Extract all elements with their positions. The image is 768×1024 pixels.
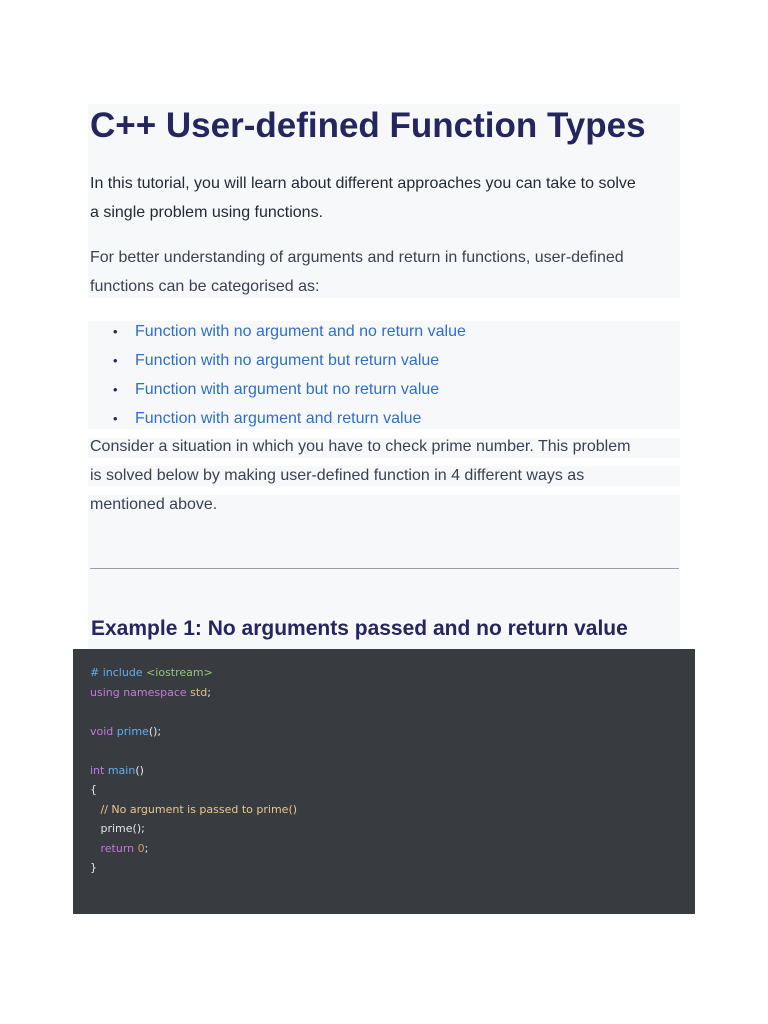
code-include: # include xyxy=(90,666,147,679)
prime-line-2: is solved below by making user-defined function in 4 different ways as xyxy=(90,467,585,484)
list-item[interactable] xyxy=(90,375,466,404)
list-item[interactable] xyxy=(90,346,466,375)
code-function: main xyxy=(107,763,136,777)
code-line xyxy=(90,683,695,703)
code-keyword: using namespace xyxy=(90,685,191,699)
code-keyword: int xyxy=(90,763,108,777)
code-line: { xyxy=(90,783,97,796)
section-divider xyxy=(90,568,679,569)
code-function: prime xyxy=(116,724,149,738)
list-item-link[interactable]: Function with no argument and no return value xyxy=(135,323,466,340)
code-line xyxy=(90,722,695,742)
categories-line-2: functions can be categorised as: xyxy=(90,278,320,295)
code-line xyxy=(90,663,695,683)
code-text: () xyxy=(135,763,144,777)
code-line-blank xyxy=(90,702,695,722)
intro-line-2: a single problem using functions. xyxy=(90,204,324,221)
prime-line-3: mentioned above. xyxy=(90,496,218,513)
prime-paragraph xyxy=(90,432,630,519)
prime-line-1: Consider a situation in which you have to check prime number. This problem xyxy=(90,438,631,455)
code-line: prime(); xyxy=(90,822,145,835)
function-types-list xyxy=(90,317,466,433)
code-line xyxy=(90,839,695,859)
code-line: } xyxy=(90,861,97,874)
code-header: <iostream> xyxy=(146,666,213,679)
list-item-link[interactable]: Function with no argument but return value xyxy=(135,352,440,369)
intro-paragraph xyxy=(90,169,636,227)
list-item[interactable] xyxy=(90,317,466,346)
code-keyword: void xyxy=(90,724,117,738)
list-item[interactable] xyxy=(90,404,466,433)
list-item-link[interactable]: Function with argument and return value xyxy=(135,410,422,427)
code-block[interactable] xyxy=(73,649,695,914)
code-line-blank xyxy=(90,741,695,761)
code-comment: // No argument is passed to prime() xyxy=(90,802,298,816)
page-title: C++ User-defined Function Types xyxy=(90,106,646,145)
list-item-link[interactable]: Function with argument but no return value xyxy=(135,381,440,398)
categories-line-1: For better understanding of arguments and return in functions, user-defined xyxy=(90,249,624,266)
example-heading: Example 1: No arguments passed and no return value xyxy=(91,617,628,640)
code-text: ; xyxy=(144,841,149,855)
bullet-icon: • xyxy=(113,382,118,397)
code-text: (); xyxy=(148,724,162,738)
categories-paragraph xyxy=(90,243,624,301)
intro-line-1: In this tutorial, you will learn about different approaches you can take to solve xyxy=(90,175,636,192)
code-keyword: return xyxy=(90,841,138,855)
bullet-icon: • xyxy=(113,411,118,426)
bullet-icon: • xyxy=(113,353,118,368)
code-line xyxy=(90,761,695,781)
code-number: 0 xyxy=(137,841,145,855)
code-identifier: std xyxy=(190,685,208,699)
code-text: ; xyxy=(207,685,211,699)
bullet-icon: • xyxy=(113,324,118,339)
